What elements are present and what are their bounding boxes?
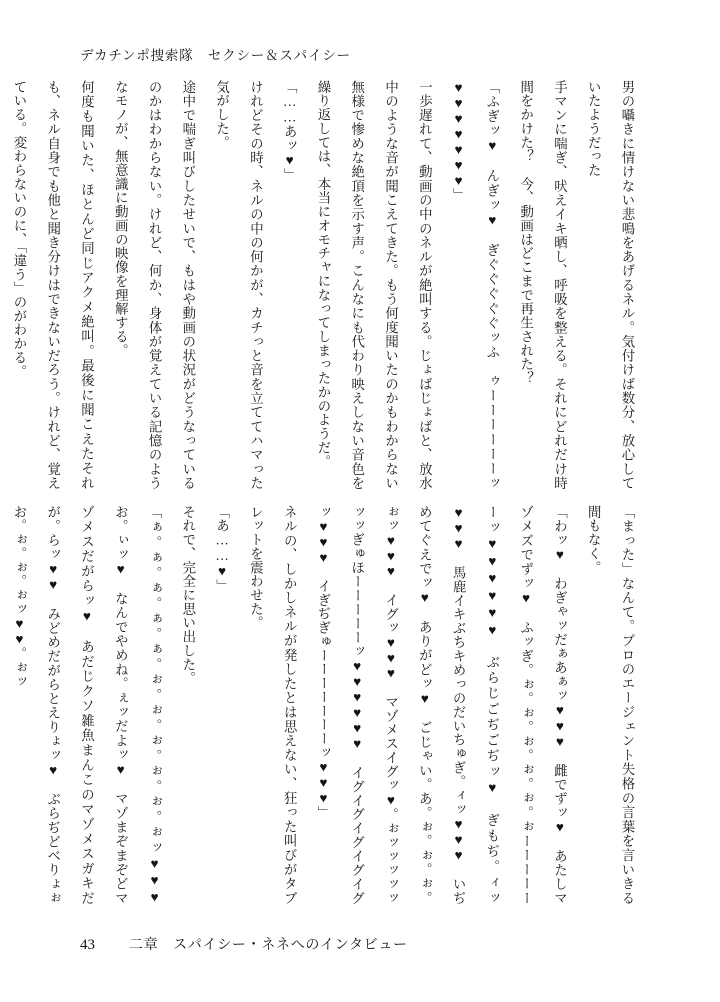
paragraph: 一歩遅れて、動画の中のネルが絶叫する。じょばじょばと、放水中のような音が聞こえてきた。もう何度聞いたのかもわからない無様で惨めな絶頂を示す声。こんなにも代わり映えしない音色を繰り返しては、本当にオモチャになってしまったかのようだ。 <box>315 80 433 490</box>
paragraph <box>0 80 2 490</box>
paragraph: 「まった」なんて。プロのエージェント失格の言葉を言いきる間もなく。 <box>586 505 635 905</box>
running-head: デカチンポ捜索隊 セクシー＆スパイシー <box>80 48 351 63</box>
paragraph: 手マンに喘ぎ、吠えイキ晒し、呼吸を整える。それにどれだけ時間をかけた？ 今、動画はどこまで再生された？ <box>518 80 568 490</box>
paragraph: けれどその時、ネルの中の何かが、カチっと音を立ててハマった気がした。 <box>214 80 264 490</box>
footer-chapter-title: 二章 スパイシー・ネネへのインタビュー <box>129 938 408 953</box>
folio-page-number: 43 <box>80 937 95 953</box>
body-text-lower-block <box>11 505 644 919</box>
paragraph: 「……あッ♥」 <box>282 80 298 182</box>
paragraph: 男の囁きに情けない悲鳴をあげるネル。気付けば数分、放心していたようだった <box>586 80 635 490</box>
paragraph: ネルの、しかしネルが発したとは思えない、狂った叫びがタブレットを震わせた。 <box>248 505 298 905</box>
paragraph: 「あ……♥」 <box>214 505 230 594</box>
paragraph: 何度も聞いた、ほとんど同じアクメ絶叫。最後に聞こえたそれも、ネル自身でも他と聞き分けはできないだろう。けれど、覚えている。変わらないのに、「違う」のがわかる。 <box>11 80 95 490</box>
page-footer <box>80 934 408 954</box>
paragraph: 「わッ♥ わぎゃッだぁあぁッ♥♥♥ 雌でずッ♥ あたしマゾメズでずッ♥ ふッぎ。ぉ。ぉ。ぉ。ぉ。ぉ。ぉーーーーーーッ♥♥♥♥♥♥ ぶらじごぢごぢッ♥ ぎもぢ。ィッ♥♥♥ 馬鹿イキぶちキめっのだいちゅぎ。ィッ♥♥♥ いぢめてぐえでッ♥ ありがどッ♥ ごじゃい。あ。ぉ。ぉ。ぉ。ぉッ♥♥♥ イグッ♥♥♥ マゾメスイグッ♥。ぉッッッッッッッぎゅほーーーーーッ♥♥♥♥♥♥ イグイグイグイグイグッ♥♥♥ イぎぢぎゅーーーーーーーッ♥♥♥」 <box>315 505 568 905</box>
paragraph: それで、完全に思い出した。 <box>180 505 196 686</box>
body-text-upper-block <box>11 80 644 490</box>
paragraph: 途中で喘ぎ叫びしたせいで、もはや動画の状況がどうなっているのかはわからない。けれど、何か、身体が覚えている記憶のようなモノが、無意識に動画の映像を理解する。 <box>113 80 196 490</box>
paragraph: 「ぁ。ぁ。ぁ。ぁ。ぁ。ぉ。ぉ。ぉ。ぉ。ぉ。ぉッ♥♥♥ お。ぃッ♥ なんでやめね。ぇッだよッ♥ マゾまぞまぞどマゾメスだがらッ♥ あだじクソ雑魚まんこのマゾメスガキだが。らッ♥♥ みどめだがらとえりょッ♥ ぶらぢどべりょぉお。ぉ。ぉ。ぉッ♥♥。ぉッ <box>11 505 163 919</box>
paragraph: 「ふぎッ♥ んぎッ♥ ぎぐぐぐぐぐッふ ゥーーーーーーッ♥♥♥♥♥♥♥」 <box>451 80 500 490</box>
